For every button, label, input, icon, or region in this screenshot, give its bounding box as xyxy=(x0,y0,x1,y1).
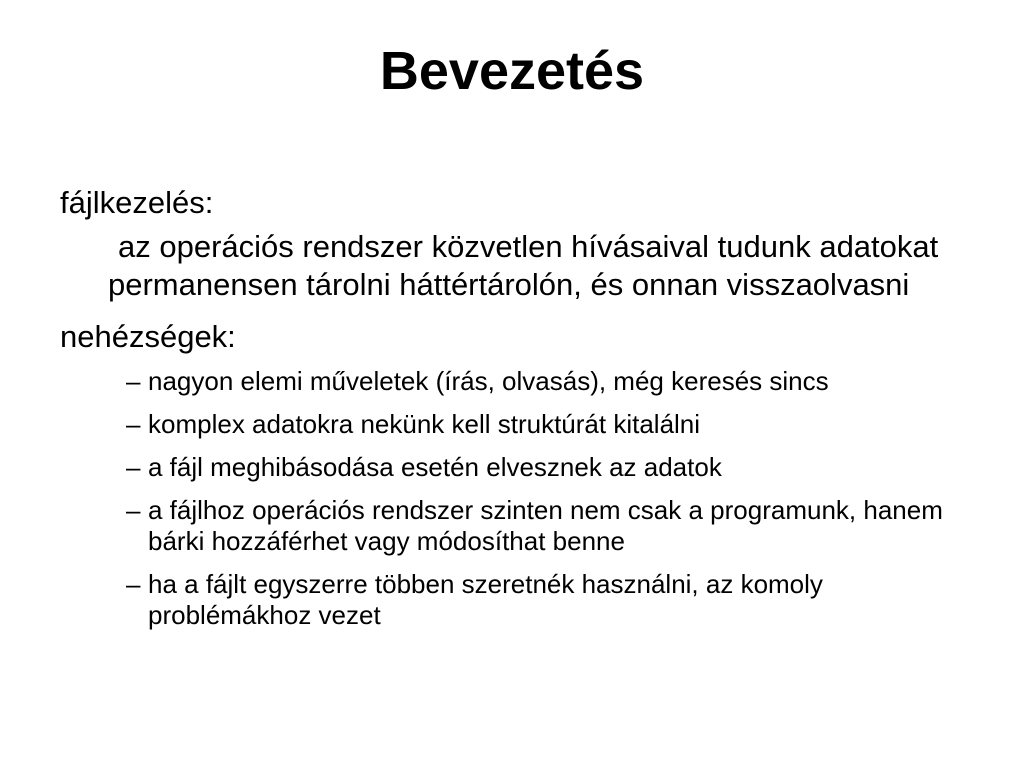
list-item-text: a fájlhoz operációs rendszer szinten nem csak a programunk, hanem bárki hozzáférhet vagy módosíthat benne xyxy=(148,495,943,556)
list-item xyxy=(60,409,980,440)
dash-bullet: – xyxy=(126,495,141,525)
difficulties-list xyxy=(60,366,980,631)
heading-difficulties: nehézségek: xyxy=(60,319,236,354)
list-item xyxy=(60,495,980,557)
list-item-text: a fájl meghibásodása esetén elvesznek az adatok xyxy=(148,452,722,482)
dash-bullet: – xyxy=(126,452,141,482)
list-item-text: nagyon elemi műveletek (írás, olvasás), még keresés sincs xyxy=(148,366,829,396)
paragraph-file-handling xyxy=(108,228,980,304)
list-item-text: komplex adatokra nekünk kell struktúrát kitalálni xyxy=(148,409,701,439)
slide-body xyxy=(60,184,980,643)
dash-bullet: – xyxy=(126,569,141,599)
list-item-text: ha a fájlt egyszerre többen szeretnék használni, az komoly problémákhoz vezet xyxy=(148,569,823,630)
dash-bullet: – xyxy=(126,409,141,439)
paragraph-file-handling-text: az operációs rendszer közvetlen hívásaival tudunk adatokat permanensen tárolni háttértárolón, és onnan visszaolvasni xyxy=(108,229,939,302)
heading-file-handling: fájlkezelés: xyxy=(60,185,214,220)
slide-title: Bevezetés xyxy=(379,41,645,101)
list-item xyxy=(60,452,980,483)
list-item xyxy=(60,366,980,397)
list-item xyxy=(60,569,980,631)
dash-bullet: – xyxy=(126,366,141,396)
